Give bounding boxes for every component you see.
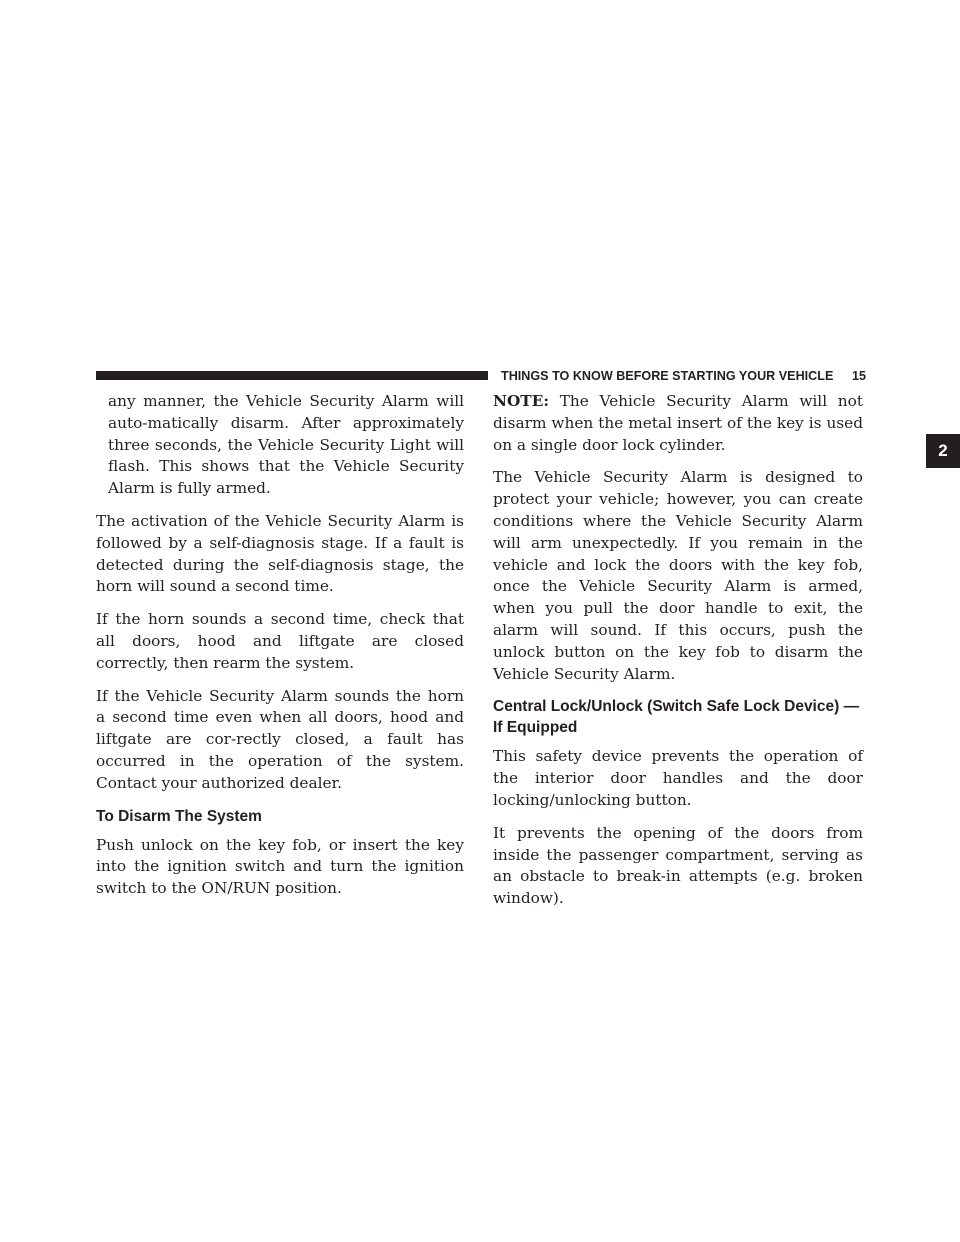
paragraph-designed: The Vehicle Security Alarm is designed to protect your vehicle; however, you can create conditions where the Vehicle Security Alarm will arm unexpectedly. If you remain in the vehicle and lock the doors with the key fob, once the Vehicle Security Alarm is armed, when you pull the door handle to exit, the alarm will sound. If this occurs, push the unlock button on the key fob to disarm the Vehicle Security Alarm. [493,468,863,683]
note-text: The Vehicle Security Alarm will not disarm when the metal insert of the key is used on a single door lock cylinder. [493,392,863,454]
paragraph-fault: If the Vehicle Security Alarm sounds the horn a second time even when all doors, hood and liftgate are cor-rectly closed, a fault has occurred in the operation of the system. Contact your authorized dealer. [96,686,464,792]
paragraph-activation: The activation of the Vehicle Security Alarm is followed by a self-diagnosis stage. If a fault is detected during the self-diagnosis stage, the horn will sound a second time. [96,511,464,596]
right-column [493,391,863,921]
note-paragraph [493,391,863,456]
paragraph-safety-device: This safety device prevents the operation of the interior door handles and the door locking/unlocking button. [493,747,863,809]
page-number: 15 [851,369,866,383]
note-label: NOTE: [493,392,549,410]
chapter-tab: 2 [926,434,960,468]
section-title: THINGS TO KNOW BEFORE STARTING YOUR VEHICLE [501,369,834,383]
paragraph-continued: any manner, the Vehicle Security Alarm will auto-matically disarm. After approximately three seconds, the Vehicle Security Light will flash. This shows that the Vehicle Security Alarm is fully armed. [108,392,464,498]
header-rule [96,371,488,380]
paragraph-horn-second: If the horn sounds a second time, check that all doors, hood and liftgate are closed correctly, then rearm the system. [96,610,464,672]
running-header [501,368,866,384]
paragraph-prevents: It prevents the opening of the doors from inside the passenger compartment, serving as an obstacle to break-in attempts (e.g. broken window). [493,823,863,908]
paragraph-disarm: Push unlock on the key fob, or insert the key into the ignition switch and turn the ignition switch to the ON/RUN position. [96,835,464,898]
heading-disarm: To Disarm The System [96,807,262,825]
heading-central-lock: Central Lock/Unlock (Switch Safe Lock Device) — If Equipped [493,698,860,737]
left-column [96,391,464,911]
